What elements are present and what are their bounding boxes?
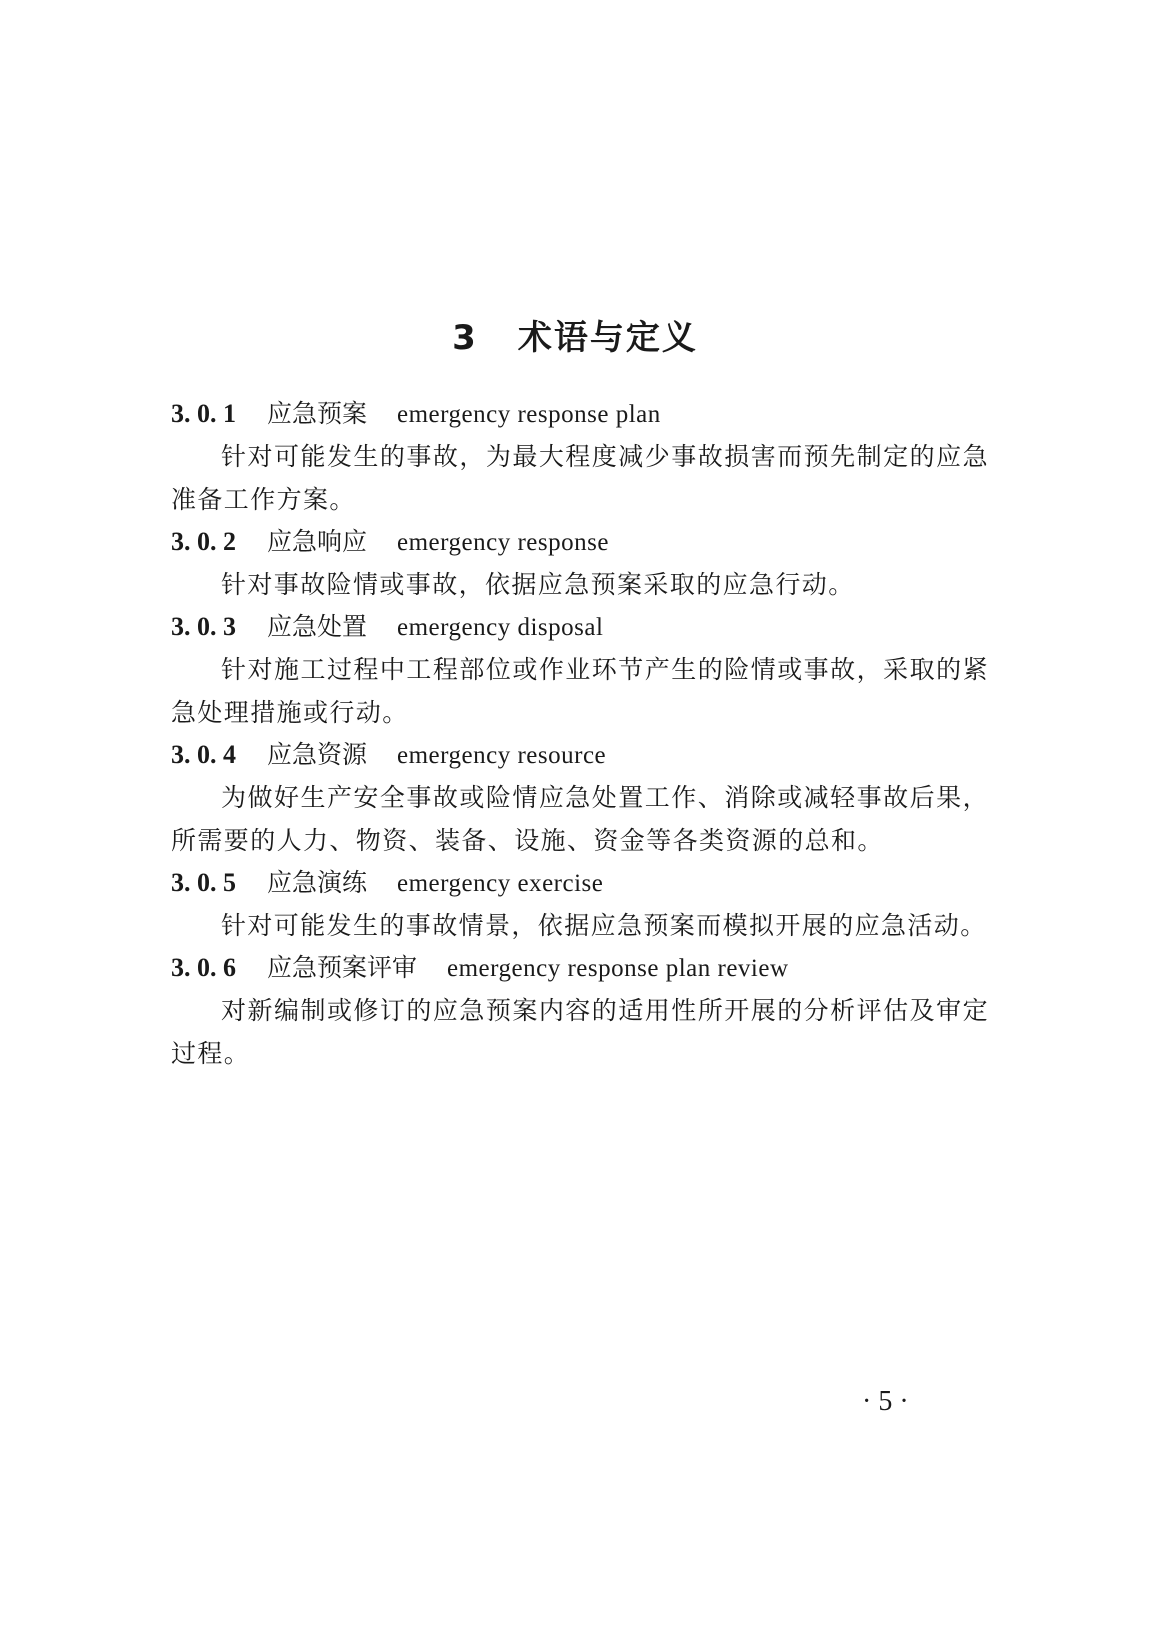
term-chinese: 应急响应 [267,527,368,556]
term-heading [171,734,989,776]
term-3-0-6 [171,947,989,1075]
term-chinese: 应急预案评审 [267,953,418,982]
term-heading [171,947,989,989]
term-heading [171,521,989,563]
term-3-0-1 [171,393,989,521]
term-number: 3. 0. 3 [171,612,236,641]
term-chinese: 应急预案 [267,399,368,428]
term-3-0-5 [171,862,989,947]
term-number: 3. 0. 6 [171,953,236,982]
term-english: emergency response plan [397,401,661,428]
chapter-title-text: 术语与定义 [517,318,698,358]
term-definition: 针对事故险情或事故，依据应急预案采取的应急行动。 [221,570,855,599]
term-english: emergency resource [397,742,607,769]
term-3-0-3 [171,606,989,734]
term-chinese: 应急演练 [267,868,368,897]
term-3-0-4 [171,734,989,862]
term-english: emergency exercise [397,870,604,897]
term-definition: 针对可能发生的事故，为最大程度减少事故损害而预先制定的应急准备工作方案。 [171,442,989,514]
term-definition: 针对可能发生的事故情景，依据应急预案而模拟开展的应急活动。 [221,911,987,940]
term-definition: 针对施工过程中工程部位或作业环节产生的险情或事故，采取的紧急处理措施或行动。 [171,655,989,727]
page-number: · 5 · [862,1386,909,1417]
term-heading [171,393,989,435]
term-heading [171,862,989,904]
term-number: 3. 0. 4 [171,740,236,769]
term-definition: 对新编制或修订的应急预案内容的适用性所开展的分析评估及审定过程。 [171,996,989,1068]
term-heading [171,606,989,648]
term-english: emergency response [397,529,609,556]
chapter-number: 3 [452,318,478,358]
chapter-title [0,310,1150,359]
term-definition: 为做好生产安全事故或险情应急处置工作、消除或减轻事故后果，所需要的人力、物资、装备、设施、资金等各类资源的总和。 [171,783,989,855]
terms-list [171,393,989,1075]
term-number: 3. 0. 5 [171,868,236,897]
term-chinese: 应急资源 [267,740,368,769]
term-3-0-2 [171,521,989,606]
term-chinese: 应急处置 [267,612,368,641]
term-number: 3. 0. 2 [171,527,236,556]
term-english: emergency disposal [397,614,604,641]
term-english: emergency response plan review [447,955,789,982]
term-number: 3. 0. 1 [171,399,236,428]
